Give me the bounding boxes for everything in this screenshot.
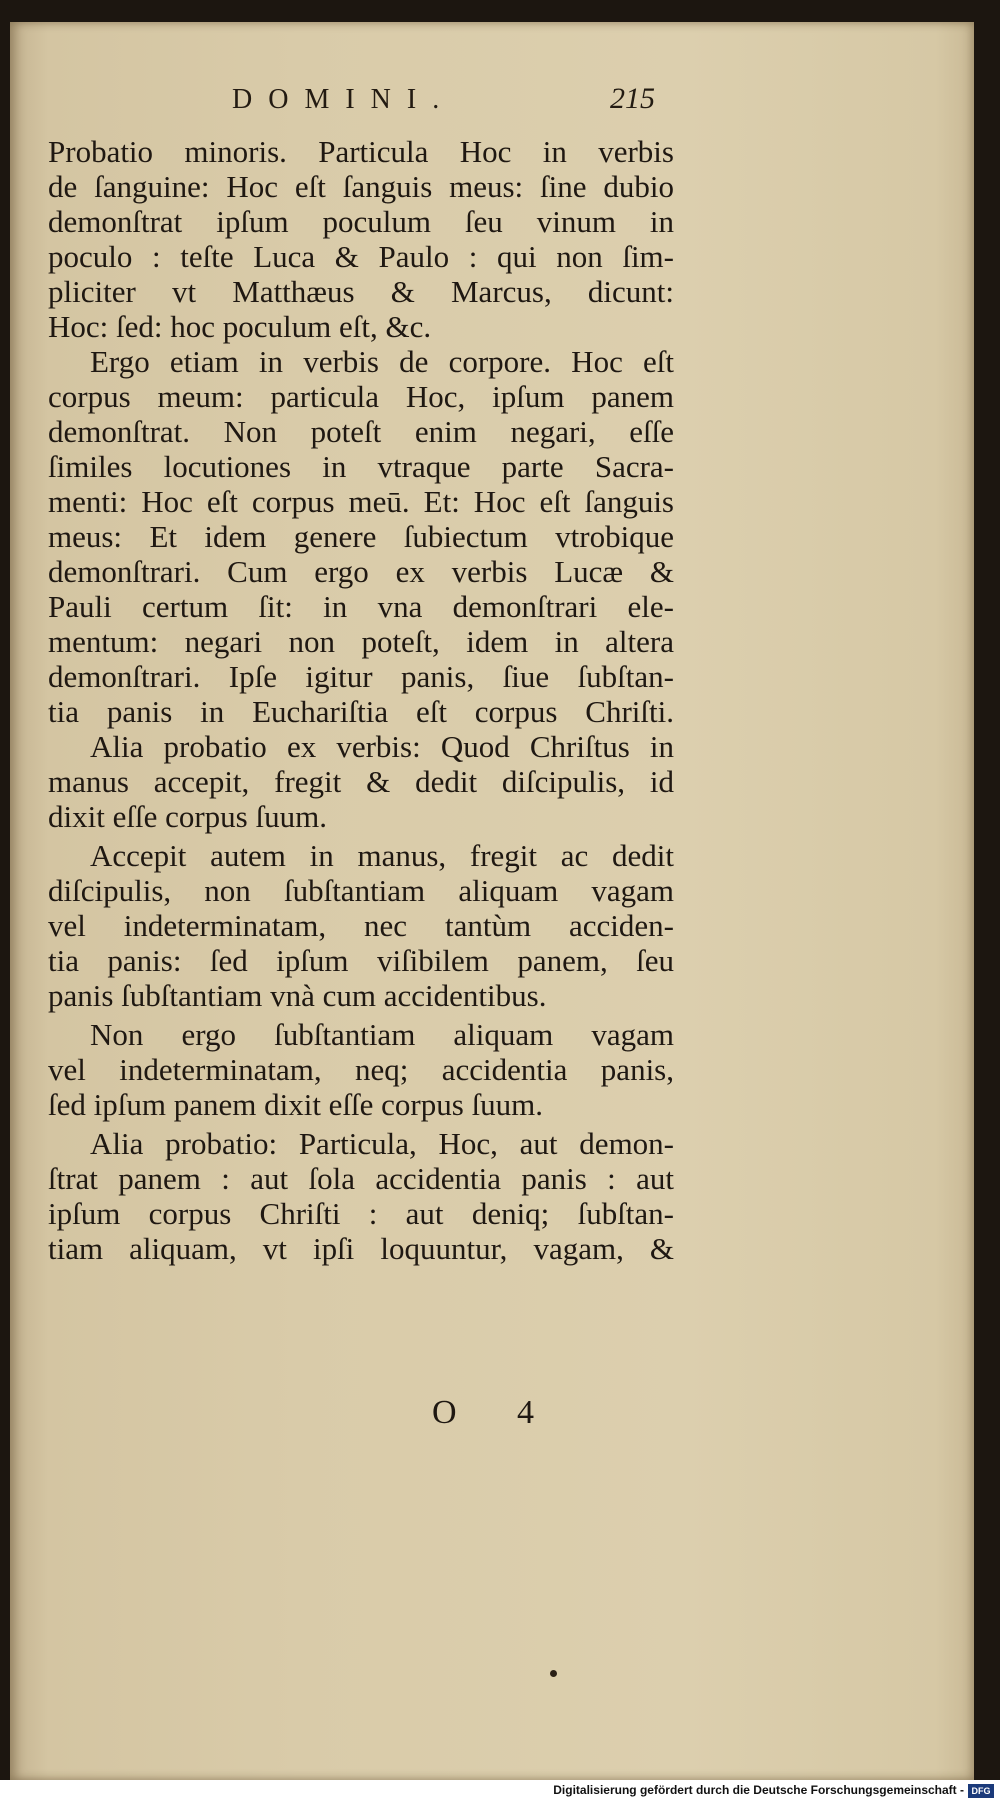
text-line: menti: Hoc eſt corpus meū. Et: Hoc eſt ſanguis bbox=[48, 484, 674, 519]
text-line: demonſtrat ipſum poculum ſeu vinum in bbox=[48, 204, 674, 239]
text-line: pliciter vt Matthæus & Marcus, dicunt: bbox=[48, 274, 674, 309]
text-line: Accepit autem in manus, fregit ac dedit bbox=[90, 838, 674, 873]
text-line: Non ergo ſubſtantiam aliquam vagam bbox=[90, 1017, 674, 1052]
digitization-footer bbox=[0, 1780, 1000, 1803]
text-line: Hoc: ſed: hoc poculum eſt, &c. bbox=[48, 309, 432, 344]
text-line: Pauli certum ſit: in vna demonſtrari ele- bbox=[48, 589, 674, 624]
text-line: dixit eſſe corpus ſuum. bbox=[48, 799, 327, 834]
text-line: diſcipulis, non ſubſtantiam aliquam vagam bbox=[48, 873, 674, 908]
text-line: mentum: negari non poteſt, idem in altera bbox=[48, 624, 674, 659]
text-line: tia panis in Euchariſtia eſt corpus Chriſti. bbox=[48, 694, 674, 729]
text-line: ſimiles locutiones in vtraque parte Sacra- bbox=[48, 449, 674, 484]
text-line: demonſtrari. Ipſe igitur panis, ſiue ſubſtan- bbox=[48, 659, 674, 694]
text-line: Probatio minoris. Particula Hoc in verbis bbox=[48, 134, 674, 169]
text-line: manus accepit, fregit & dedit diſcipulis, id bbox=[48, 764, 674, 799]
text-line: Ergo etiam in verbis de corpore. Hoc eſt bbox=[90, 344, 674, 379]
text-line: corpus meum: particula Hoc, ipſum panem bbox=[48, 379, 674, 414]
text-line: poculo : teſte Luca & Paulo : qui non ſim- bbox=[48, 239, 674, 274]
text-line: de ſanguine: Hoc eſt ſanguis meus: ſine dubio bbox=[48, 169, 674, 204]
ink-spot bbox=[550, 1670, 557, 1677]
text-line: Alia probatio ex verbis: Quod Chriſtus in bbox=[90, 729, 674, 764]
text-line: vel indeterminatam, neq; accidentia panis, bbox=[48, 1052, 674, 1087]
text-line: Alia probatio: Particula, Hoc, aut demon- bbox=[90, 1126, 674, 1161]
text-line: ſtrat panem : aut ſola accidentia panis : aut bbox=[48, 1161, 674, 1196]
text-line: vel indeterminatam, nec tantùm acciden- bbox=[48, 908, 674, 943]
text-line: demonſtrari. Cum ergo ex verbis Lucæ & bbox=[48, 554, 674, 589]
text-line: demonſtrat. Non poteſt enim negari, eſſe bbox=[48, 414, 674, 449]
dfg-logo: DFG bbox=[968, 1784, 994, 1798]
page-header bbox=[10, 84, 974, 124]
text-line: meus: Et idem genere ſubiectum vtrobique bbox=[48, 519, 674, 554]
text-line: tia panis: ſed ipſum viſibilem panem, ſeu bbox=[48, 943, 674, 978]
text-line: tiam aliquam, vt ipſi loquuntur, vagam, & bbox=[48, 1231, 674, 1266]
text-line: panis ſubſtantiam vnà cum accidentibus. bbox=[48, 978, 547, 1013]
funding-credit: Digitalisierung gefördert durch die Deutsche Forschungsgemeinschaft - bbox=[553, 1783, 964, 1797]
text-line: ſed ipſum panem dixit eſſe corpus ſuum. bbox=[48, 1087, 544, 1122]
book-page bbox=[10, 22, 974, 1780]
signature-mark: O 4 bbox=[432, 1394, 561, 1431]
page-number: 215 bbox=[610, 82, 655, 115]
running-head: DOMINI. bbox=[232, 84, 456, 115]
text-line: ipſum corpus Chriſti : aut deniq; ſubſtan- bbox=[48, 1196, 674, 1231]
